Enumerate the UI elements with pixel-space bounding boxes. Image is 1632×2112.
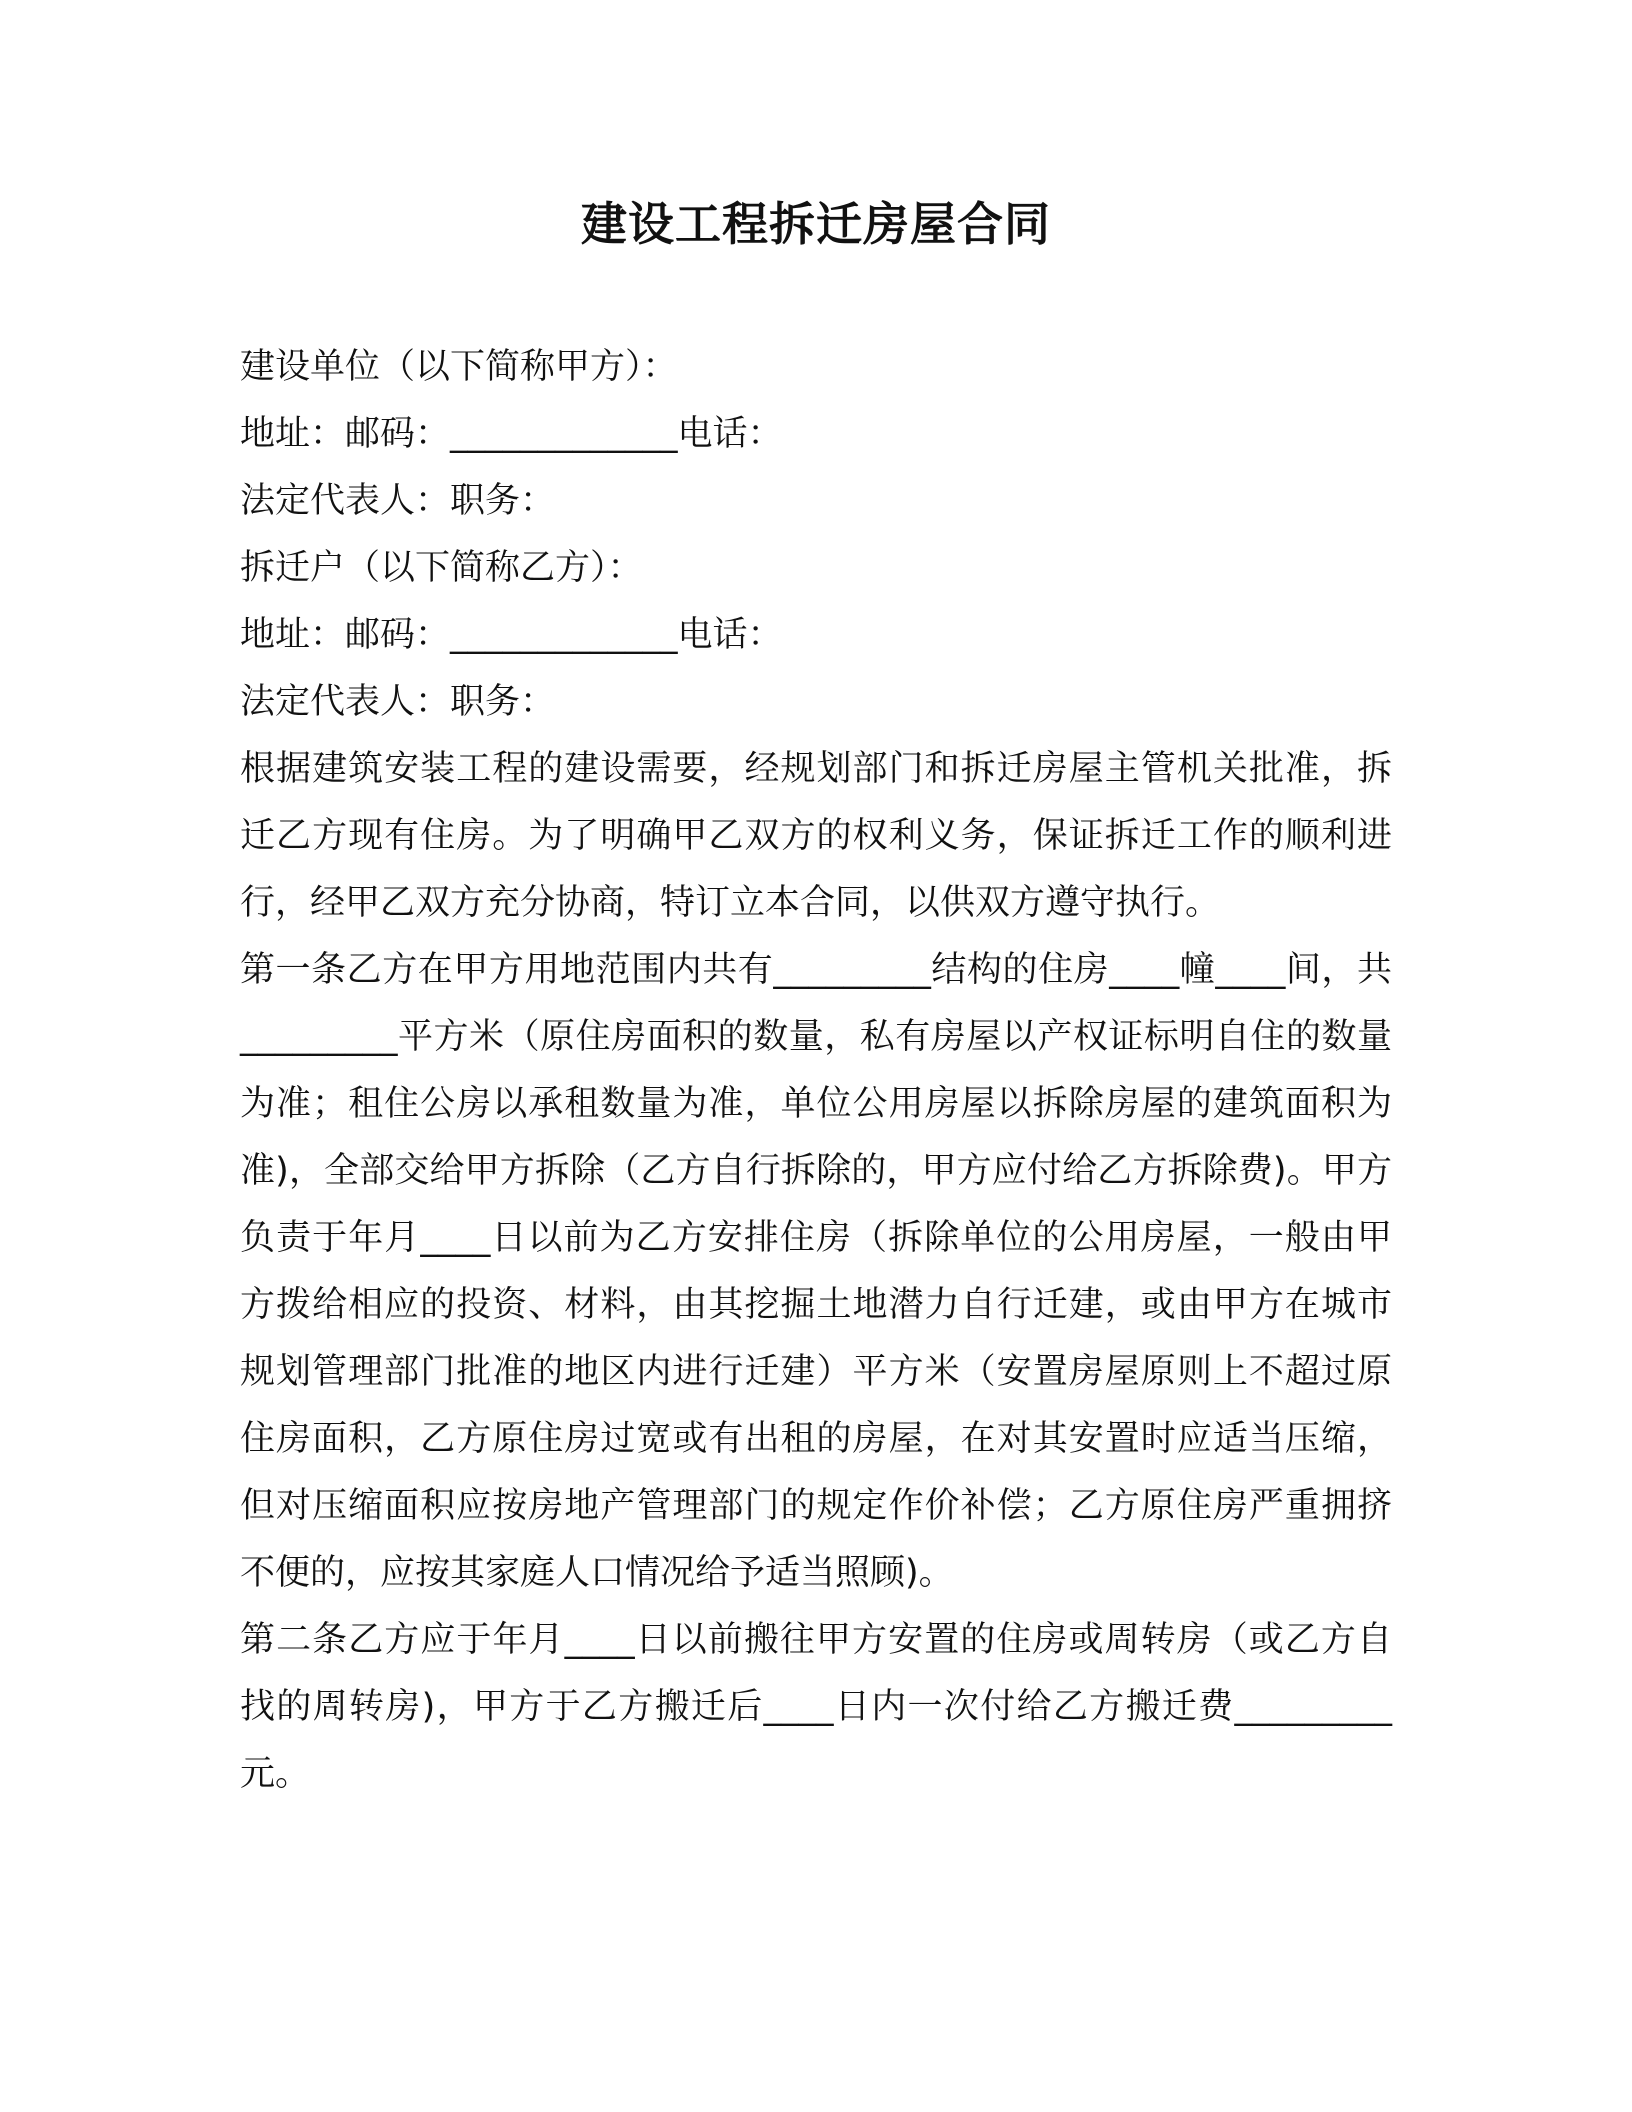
party-a-representative-line: 法定代表人：职务：	[240, 481, 556, 521]
document-body	[240, 334, 1392, 1808]
preamble-paragraph: 根据建筑安装工程的建设需要，经规划部门和拆迁房屋主管机关批准，拆迁乙方现有住房。为了明确甲乙双方的权利义务，保证拆迁工作的顺利进行，经甲乙双方充分协商，特订立本合同，以供双方遵守执行。	[240, 749, 1392, 923]
party-a-address-line: 地址：邮码：_____________电话：	[240, 414, 783, 454]
article-2-paragraph: 第二条乙方应于年月____日以前搬往甲方安置的住房或周转房（或乙方自找的周转房)，甲方于乙方搬迁后____日内一次付给乙方搬迁费_________元。	[240, 1620, 1392, 1794]
party-b-representative-line: 法定代表人：职务：	[240, 682, 556, 722]
party-a-name-line: 建设单位（以下简称甲方）：	[240, 347, 678, 387]
party-b-name-line: 拆迁户（以下简称乙方）：	[240, 548, 643, 588]
article-1-paragraph: 第一条乙方在甲方用地范围内共有_________结构的住房____幢____间，共_________平方米（原住房面积的数量，私有房屋以产权证标明自住的数量为准；租住公房以承租数量为准，单位公用房屋以拆除房屋的建筑面积为准)，全部交给甲方拆除（乙方自行拆除的，甲方应付给乙方拆除费)。甲方负责于年月____日以前为乙方安排住房（拆除单位的公用房屋，一般由甲方拨给相应的投资、材料，由其挖掘土地潜力自行迁建，或由甲方在城市规划管理部门批准的地区内进行迁建）平方米（安置房屋原则上不超过原住房面积，乙方原住房过宽或有出租的房屋，在对其安置时应适当压缩，但对压缩面积应按房地产管理部门的规定作价补偿；乙方原住房严重拥挤不便的，应按其家庭人口情况给予适当照顾)。	[240, 950, 1392, 1593]
document-title: 建设工程拆迁房屋合同	[581, 197, 1051, 251]
party-b-address-line: 地址：邮码：_____________电话：	[240, 615, 783, 655]
